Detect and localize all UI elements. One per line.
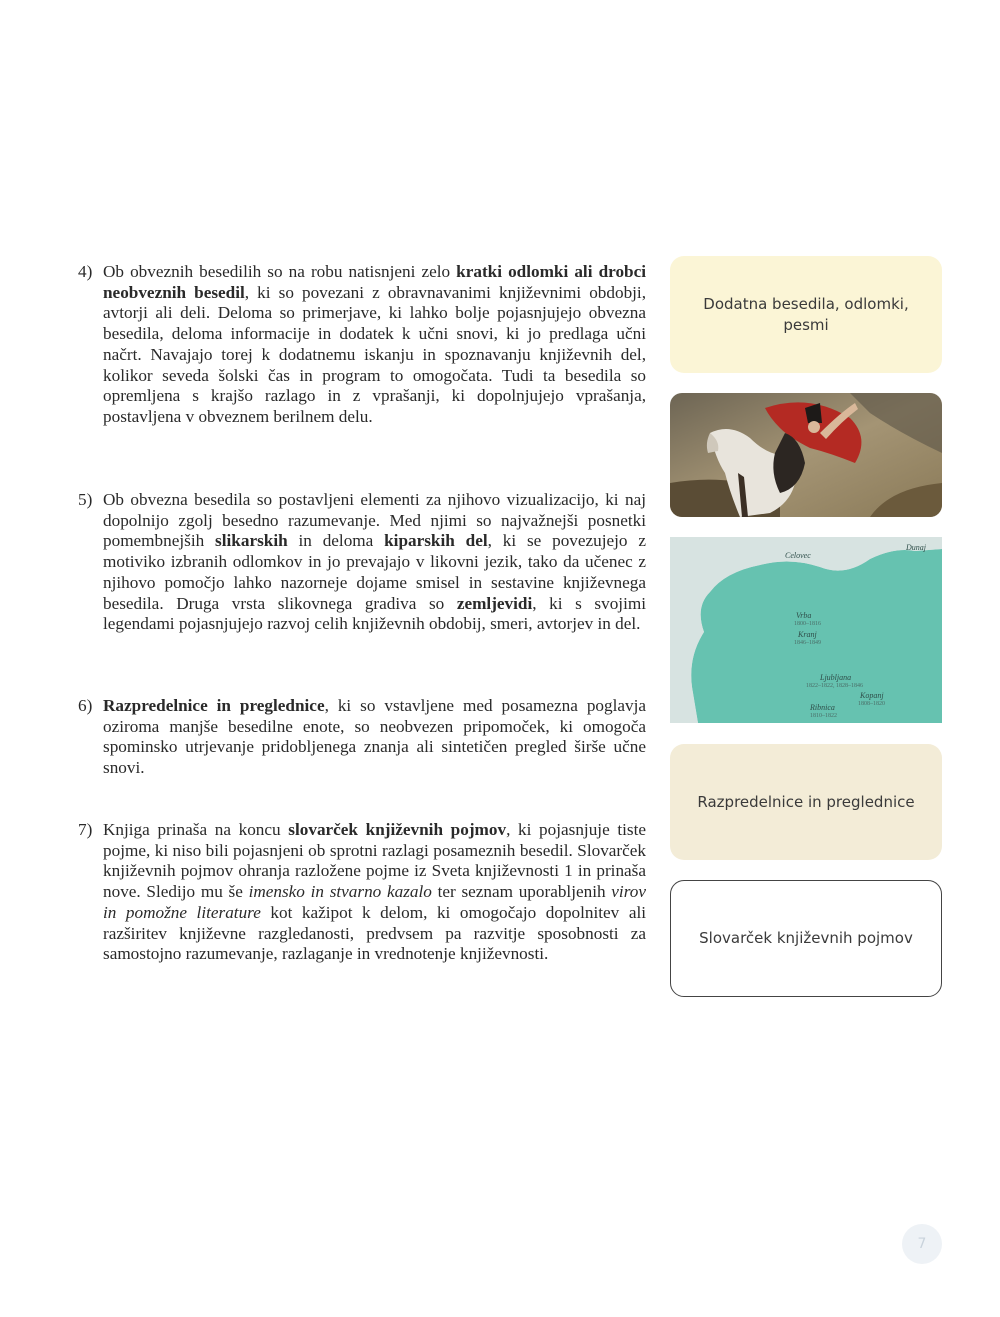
bold-term: slikarskih	[215, 531, 288, 551]
bold-term: slovarček književnih pojmov	[288, 820, 507, 839]
item-number: 7)	[78, 820, 93, 839]
sidebar-box-tables	[670, 744, 942, 860]
text-run: Ob obveznih besedilih so na robu natisnjeni zelo	[103, 262, 457, 281]
bold-term: Razpredelnice in preglednice	[103, 696, 325, 715]
text-run: , ki se povezujejo z motiviko izbranih odlomkov in jo prevajajo v likovni jezik, tako da učenec z njihovo pomočjo lahko nazorneje dojame smisel in sestavine književnega besedila. Druga vrsta slikovnega gradiva so	[103, 531, 646, 613]
map-image	[670, 537, 942, 723]
list-item-6	[78, 696, 646, 779]
text-run: , ki pojasnjuje tiste pojme, ki niso bili pojasnjeni ob sprotni razlagi posameznih besedil. Slovarček književnih pojmov ohranja razložene pojme iz Sveta književnosti 1 in prinaša nove. Sledijo mu še	[103, 820, 647, 902]
text-run: in deloma	[287, 531, 385, 551]
list-item-4	[78, 262, 646, 428]
bold-term: kiparskih del	[384, 531, 488, 551]
item-text	[103, 820, 646, 965]
map-years-vrba: 1800–1816	[794, 621, 821, 627]
painting-image	[670, 393, 942, 517]
item-text	[103, 262, 646, 428]
sidebar-box-additional-texts	[670, 256, 942, 373]
text-run: , ki so povezani z obravnavanimi književnimi obdobji, avtorji ali deli. Deloma so primerjave, ki lahko bolje pojasnjujejo obvezna besedila, deloma informacije in dodatek k učni snovi, ki jo predlaga učni načrt. Navajajo torej k dodatnemu iskanju in spoznavanju književnih del, kolikor seveda šolski čas in program to omogočata. Tudi ta besedila so opremljena s krajšo razlago in z vprašanji, ki dopolnjujejo vprašanja, postavljena v obveznem berilnem delu.	[103, 282, 647, 426]
map-years-kopanj: 1808–1820	[858, 701, 885, 707]
map-years-ljubljana: 1822–1822, 1828–1846	[806, 683, 863, 689]
sidebar-box-label: Razpredelnice in preglednice	[697, 792, 915, 811]
text-run: , ki so vstavljene med posamezna poglavja oziroma manjše besedilne enote, so neobvezen pripomoček, ki omogoča spominsko utrjevanje pridobljenega znanja ali sintetičen pregled širše učne snovi.	[103, 696, 646, 778]
map-label-kopanj: Kopanj	[860, 691, 884, 700]
map-label-ljubljana: Ljubljana	[820, 673, 852, 682]
item-text	[103, 696, 646, 779]
painting-napoleon-illustration	[670, 393, 942, 517]
map-years-kranj: 1846–1849	[794, 640, 821, 646]
text-run: , ki s svojimi legendami pojasnjujejo razvoj celih književnih obdobij, smeri, avtorjev in del.	[103, 593, 646, 634]
map-years-ribnica: 1810–1822	[810, 713, 837, 719]
map-label-ribnica: Ribnica	[810, 703, 835, 712]
map-label-kranj: Kranj	[798, 630, 817, 639]
item-number: 4)	[78, 262, 93, 281]
page-number	[902, 1224, 942, 1264]
text-run: Knjiga prinaša na koncu	[103, 820, 289, 839]
italic-term: imensko in stvarno kazalo	[248, 882, 432, 902]
item-number: 6)	[78, 696, 93, 715]
list-item-7	[78, 820, 646, 965]
map-label-vrba: Vrba	[796, 611, 812, 620]
bold-term: zemljevidi	[456, 593, 533, 613]
sidebar-box-label: Dodatna besedila, odlomki, pesmi	[703, 294, 909, 334]
page-number-text: 7	[917, 1236, 927, 1252]
text-run: ter seznam uporabljenih	[431, 882, 612, 902]
sidebar-box-label: Slovarček književnih pojmov	[699, 929, 913, 947]
bold-term: kratki odlomki ali drobci neobveznih besedil	[103, 262, 646, 302]
map-label-celovec: Celovec	[785, 551, 811, 560]
item-number: 5)	[78, 490, 93, 509]
text-run: Ob obvezna besedila so postavljeni elementi za njihovo vizualizacijo, ki naj dopolnijo zgolj besedno razumevanje. Med njimi so najvažnejši posnetki pomembnejših	[103, 490, 646, 551]
sidebar-box-glossary	[670, 880, 942, 997]
text-run: kot kažipot k delom, ki omogočajo dopolnitev ali razširitev književne razgledanosti, predvsem pa razvitje sposobnosti za samostojno razumevanje, razlaganje in vrednotenje književnosti.	[103, 902, 646, 964]
item-text	[103, 490, 646, 635]
italic-term: virov in pomožne literature	[103, 882, 646, 922]
map-label-dunaj: Dunaj	[906, 543, 926, 552]
list-item-5	[78, 490, 646, 635]
